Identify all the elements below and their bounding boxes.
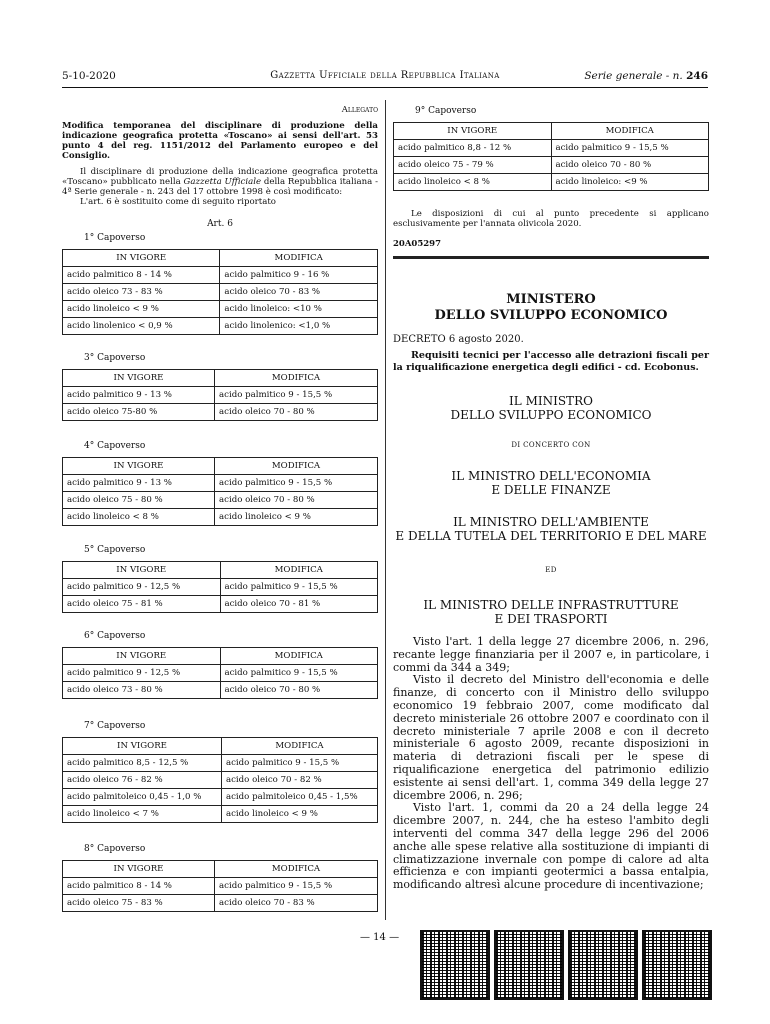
disposizioni-paragraph: Le disposizioni di cui al punto precedente si applicano esclusivamente per l'annata olivicola 2020. <box>393 209 709 229</box>
intro-paragraph: Il disciplinare di produzione della indicazione geografica protetta «Toscano» pubblicato nella Gazzetta Ufficiale della Repubblica italiana - 4ª Serie generale - n. 243 del 17 ottobre 1998 è così modificato: <box>62 167 378 197</box>
datamatrix-code-1 <box>420 930 490 1000</box>
capoverso-1-block <box>62 233 378 335</box>
article-heading: Art. 6 <box>207 219 233 229</box>
gazzetta-ufficiale-italic: Gazzetta Ufficiale <box>183 177 262 187</box>
col-header-in-vigore: IN VIGORE <box>63 458 215 475</box>
table-row <box>63 789 378 806</box>
di-concerto-con: DI CONCERTO CON <box>511 441 591 449</box>
capoverso-9-label: 9° Capoverso <box>415 106 477 116</box>
cell-in-vigore: acido palmitico 9 - 13 % <box>63 475 215 492</box>
ministro-4b: E DEI TRASPORTI <box>494 612 608 626</box>
cell-modifica: acido linoleico: <10 % <box>220 301 378 318</box>
ministero-line-1: MINISTERO <box>506 292 596 307</box>
header-date: 5-10-2020 <box>62 70 116 82</box>
table-row <box>63 895 378 912</box>
cell-modifica: acido palmitico 9 - 15,5 % <box>551 140 709 157</box>
capoverso-1-label: 1° Capoverso <box>84 233 146 243</box>
table-row <box>63 284 378 301</box>
col-header-in-vigore: IN VIGORE <box>63 370 215 387</box>
decreto-date: DECRETO 6 agosto 2020. <box>393 334 524 345</box>
cell-modifica: acido oleico 70 - 81 % <box>220 596 378 613</box>
cell-in-vigore: acido palmitico 9 - 12,5 % <box>63 665 221 682</box>
col-header-in-vigore: IN VIGORE <box>63 861 215 878</box>
col-header-in-vigore: IN VIGORE <box>63 250 220 267</box>
capoverso-7-label: 7° Capoverso <box>84 721 146 731</box>
capoverso-9-block <box>393 106 709 259</box>
left-column <box>62 105 378 230</box>
cell-modifica: acido oleico 70 - 82 % <box>222 772 378 789</box>
cell-in-vigore: acido linolenico < 0,9 % <box>63 318 220 335</box>
table-capoverso-8 <box>62 860 378 912</box>
col-header-modifica: MODIFICA <box>215 861 378 878</box>
table-row <box>63 596 378 613</box>
col-header-in-vigore: IN VIGORE <box>63 648 221 665</box>
table-capoverso-4 <box>62 457 378 526</box>
table-row <box>63 404 378 421</box>
cell-modifica: acido oleico 70 - 80 % <box>215 404 378 421</box>
table-capoverso-9 <box>393 122 709 191</box>
cell-in-vigore: acido oleico 75 - 83 % <box>63 895 215 912</box>
cell-in-vigore: acido oleico 75 - 79 % <box>394 157 552 174</box>
capoverso-4-block <box>62 441 378 526</box>
page-number: — 14 — <box>360 932 400 943</box>
cell-modifica: acido linoleico: <9 % <box>551 174 709 191</box>
capoverso-5-label: 5° Capoverso <box>84 545 146 555</box>
table-capoverso-7 <box>62 737 378 823</box>
visto-paragraph-3: Visto l'art. 1, commi da 20 a 24 della legge 24 dicembre 2007, n. 244, che ha esteso l'ambito degli interventi del comma 347 della legge 296 del 2006 anche alle spese relative alla sostituzione di impianti di climatizzazione invernale con pompe di calore ad alta efficienza e con impianti geotermici a bassa entalpia, modificando altresì alcune procedure di incentivazione; <box>393 801 709 892</box>
cell-modifica: acido linoleico < 9 % <box>222 806 378 823</box>
table-row <box>63 806 378 823</box>
table-row <box>63 682 378 699</box>
cell-modifica: acido oleico 70 - 80 % <box>220 682 378 699</box>
table-row <box>63 878 378 895</box>
document-title: Modifica temporanea del disciplinare di produzione della indicazione geografica protetta «Toscano» ai sensi dell'art. 53 punto 4 del reg. 1151/2012 del Parlamento europeo e del Consiglio. <box>62 121 378 161</box>
cell-in-vigore: acido palmitico 9 - 13 % <box>63 387 215 404</box>
cell-in-vigore: acido oleico 76 - 82 % <box>63 772 222 789</box>
table-row <box>63 665 378 682</box>
table-row <box>63 475 378 492</box>
cell-modifica: acido palmitico 9 - 15,5 % <box>220 665 378 682</box>
ed-label: ED <box>545 566 557 574</box>
cell-in-vigore: acido palmitico 8,8 - 12 % <box>394 140 552 157</box>
column-divider <box>385 100 386 920</box>
cell-in-vigore: acido palmitico 8,5 - 12,5 % <box>63 755 222 772</box>
cell-in-vigore: acido palmitico 9 - 12,5 % <box>63 579 221 596</box>
capoverso-8-label: 8° Capoverso <box>84 844 146 854</box>
intro-paragraph-2: L'art. 6 è sostituito come di seguito riportato <box>80 197 276 207</box>
cell-modifica: acido palmitico 9 - 15,5 % <box>222 755 378 772</box>
ministro-2b: E DELLE FINANZE <box>491 483 611 497</box>
datamatrix-code-4 <box>642 930 712 1000</box>
cell-modifica: acido palmitico 9 - 15,5 % <box>215 387 378 404</box>
capoverso-5-block <box>62 545 378 613</box>
cell-modifica: acido palmitoleico 0,45 - 1,5% <box>222 789 378 806</box>
page-header <box>62 70 708 84</box>
table-capoverso-3 <box>62 369 378 421</box>
cell-modifica: acido linoleico < 9 % <box>215 509 378 526</box>
ministro-3b: E DELLA TUTELA DEL TERRITORIO E DEL MARE <box>395 529 707 543</box>
header-rule <box>62 87 708 88</box>
cell-in-vigore: acido palmitico 8 - 14 % <box>63 878 215 895</box>
cell-in-vigore: acido oleico 73 - 80 % <box>63 682 221 699</box>
cell-in-vigore: acido linoleico < 9 % <box>63 301 220 318</box>
table-row <box>63 492 378 509</box>
visto-paragraph-1: Visto l'art. 1 della legge 27 dicembre 2006, n. 296, recante legge finanziaria per il 2007 e, in particolare, i commi da 344 a 349; <box>393 635 709 674</box>
col-header-modifica: MODIFICA <box>222 738 378 755</box>
capoverso-3-block <box>62 353 378 421</box>
cell-modifica: acido oleico 70 - 80 % <box>551 157 709 174</box>
cell-in-vigore: acido palmitoleico 0,45 - 1,0 % <box>63 789 222 806</box>
ministro-4a: IL MINISTRO DELLE INFRASTRUTTURE <box>423 598 679 612</box>
capoverso-6-block <box>62 631 378 699</box>
visto-paragraph-2: Visto il decreto del Ministro dell'economia e delle finanze, di concerto con il Ministro dello sviluppo economico 19 febbraio 2007, come modificato dal decreto ministeriale 26 ottobre 2007 e coordinato con il decreto ministeriale 7 aprile 2008 e con il decreto ministeriale 6 agosto 2009, recante disposizioni in materia di detrazioni fiscali per le spese di riqualificazione energetica del patrimonio edilizio esistente ai sensi dell'art. 1, comma 349 della legge 27 dicembre 2006, n. 296; <box>393 673 709 802</box>
table-row <box>394 157 709 174</box>
table-capoverso-5 <box>62 561 378 613</box>
col-header-modifica: MODIFICA <box>220 648 378 665</box>
capoverso-8-block <box>62 844 378 912</box>
cell-in-vigore: acido oleico 75 - 81 % <box>63 596 221 613</box>
capoverso-7-block <box>62 721 378 823</box>
ministro-1a: IL MINISTRO <box>509 394 593 408</box>
table-capoverso-1 <box>62 249 378 335</box>
cell-modifica: acido palmitico 9 - 16 % <box>220 267 378 284</box>
allegato-label: Allegato <box>341 105 378 115</box>
datamatrix-code-2 <box>494 930 564 1000</box>
col-header-in-vigore: IN VIGORE <box>63 562 221 579</box>
col-header-modifica: MODIFICA <box>220 562 378 579</box>
cell-modifica: acido oleico 70 - 83 % <box>215 895 378 912</box>
table-capoverso-6 <box>62 647 378 699</box>
datamatrix-code-3 <box>568 930 638 1000</box>
table-row <box>394 140 709 157</box>
cell-in-vigore: acido oleico 75-80 % <box>63 404 215 421</box>
cell-in-vigore: acido oleico 73 - 83 % <box>63 284 220 301</box>
col-header-modifica: MODIFICA <box>215 370 378 387</box>
col-header-modifica: MODIFICA <box>551 123 709 140</box>
cell-modifica: acido palmitico 9 - 15,5 % <box>215 475 378 492</box>
cell-in-vigore: acido linoleico < 7 % <box>63 806 222 823</box>
document-code: 20A05297 <box>393 239 441 249</box>
ministero-line-2: DELLO SVILUPPO ECONOMICO <box>434 308 668 323</box>
cell-in-vigore: acido palmitico 8 - 14 % <box>63 267 220 284</box>
cell-modifica: acido palmitico 9 - 15,5 % <box>215 878 378 895</box>
cell-in-vigore: acido oleico 75 - 80 % <box>63 492 215 509</box>
decreto-subject: Requisiti tecnici per l'accesso alle detrazioni fiscali per la riqualificazione energetica degli edifici - cd. Ecobonus. <box>393 350 709 373</box>
table-row <box>63 267 378 284</box>
header-gazzetta: Gazzetta Ufficiale della Repubblica Italiana <box>270 70 500 81</box>
capoverso-4-label: 4° Capoverso <box>84 441 146 451</box>
table-row <box>63 387 378 404</box>
col-header-in-vigore: IN VIGORE <box>394 123 552 140</box>
col-header-modifica: MODIFICA <box>215 458 378 475</box>
table-row <box>394 174 709 191</box>
cell-modifica: acido linolenico: <1,0 % <box>220 318 378 335</box>
table-row <box>63 772 378 789</box>
ministro-2a: IL MINISTRO DELL'ECONOMIA <box>451 469 651 483</box>
header-serie: Serie generale - n. 246 <box>584 70 708 82</box>
ministro-1b: DELLO SVILUPPO ECONOMICO <box>450 408 652 422</box>
cell-modifica: acido oleico 70 - 80 % <box>215 492 378 509</box>
ministro-3a: IL MINISTRO DELL'AMBIENTE <box>453 515 649 529</box>
col-header-modifica: MODIFICA <box>220 250 378 267</box>
table-row <box>63 755 378 772</box>
table-row <box>63 301 378 318</box>
header-issue-number: 246 <box>686 70 708 82</box>
table-row <box>63 579 378 596</box>
cell-in-vigore: acido linoleico < 8 % <box>63 509 215 526</box>
cell-in-vigore: acido linoleico < 8 % <box>394 174 552 191</box>
cell-modifica: acido oleico 70 - 83 % <box>220 284 378 301</box>
section-rule <box>393 256 709 259</box>
capoverso-3-label: 3° Capoverso <box>84 353 146 363</box>
decree-block <box>393 292 709 892</box>
col-header-in-vigore: IN VIGORE <box>63 738 222 755</box>
table-row <box>63 318 378 335</box>
capoverso-6-label: 6° Capoverso <box>84 631 146 641</box>
cell-modifica: acido palmitico 9 - 15,5 % <box>220 579 378 596</box>
table-row <box>63 509 378 526</box>
